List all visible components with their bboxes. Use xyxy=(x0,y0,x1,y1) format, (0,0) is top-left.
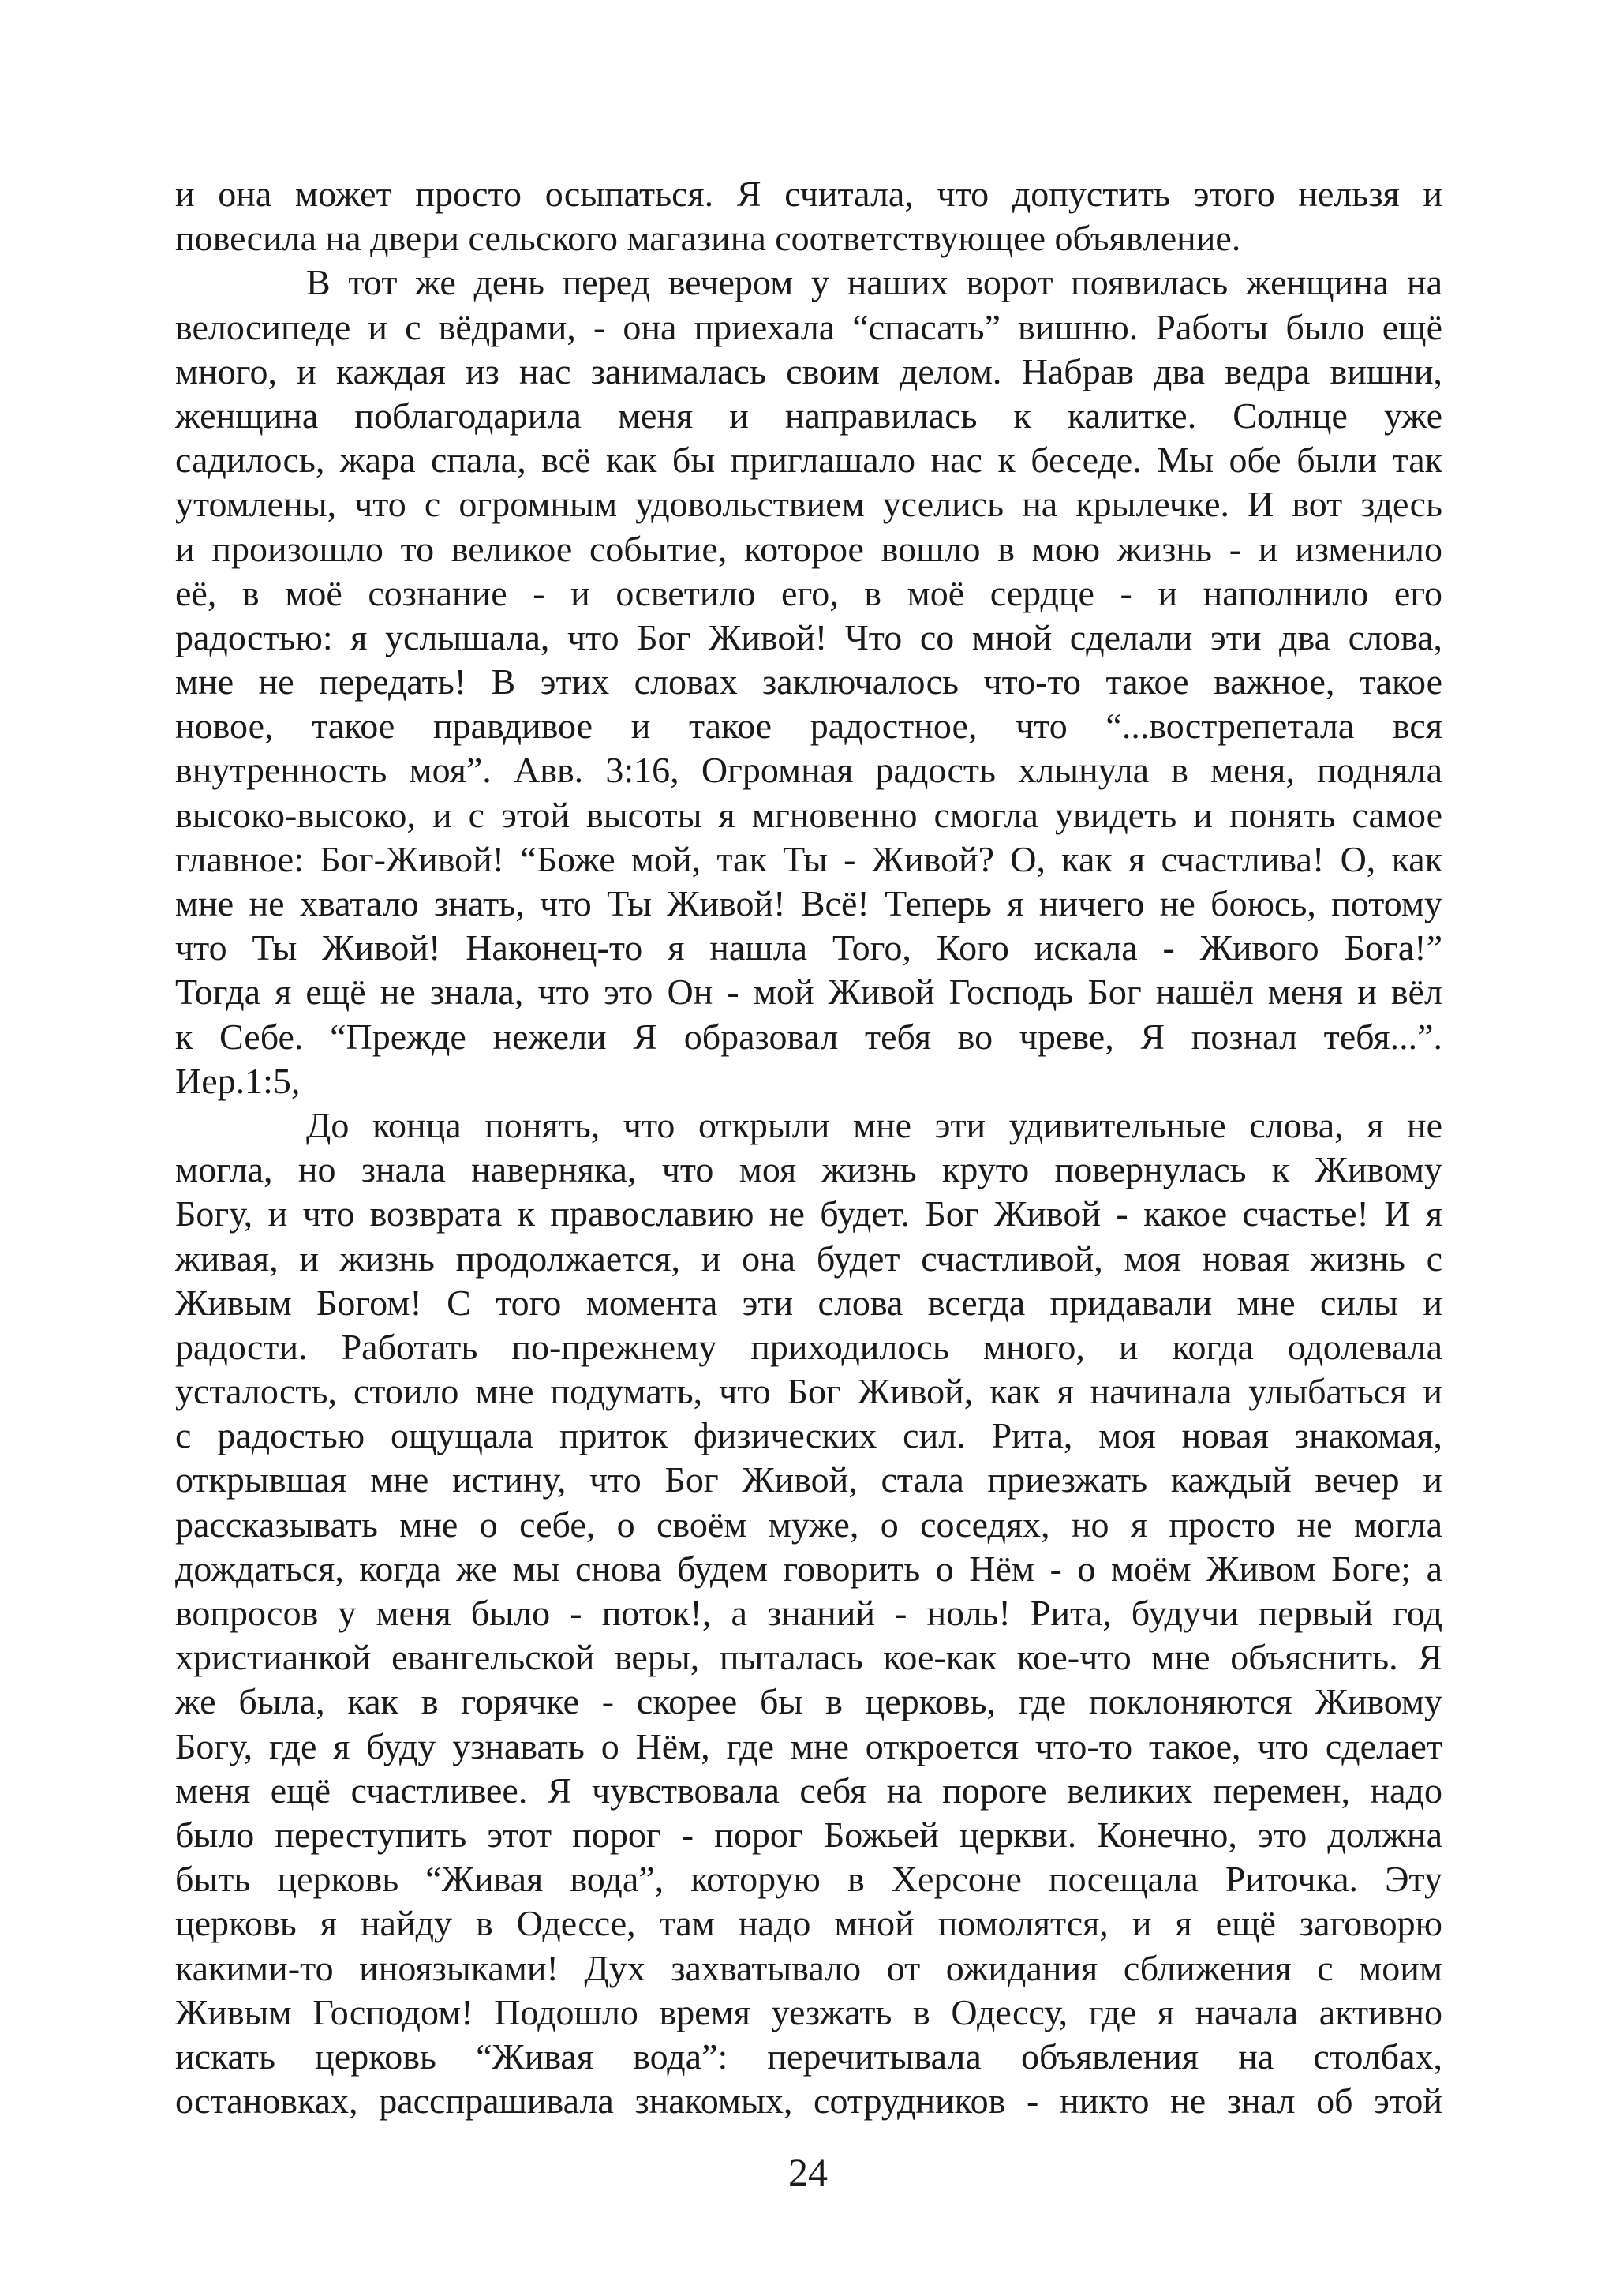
text-line: открывшая мне истину, что Бог Живой, стала приезжать каждый вечер и xyxy=(175,1459,1442,1500)
text-line: повесила на двери сельского магазина соответствующее объявление. xyxy=(175,218,1241,259)
text-line: же была, как в горячке - скорее бы в церковь, где поклоняются Живому xyxy=(175,1681,1442,1722)
text-line: В тот же день перед вечером у наших ворот появилась женщина на xyxy=(306,262,1442,303)
text-line: могла, но знала наверняка, что моя жизнь круто повернулась к Живому xyxy=(175,1149,1442,1190)
text-line: Богу, и что возврата к православию не будет. Бог Живой - какое счастье! И я xyxy=(175,1193,1442,1234)
text-line: её, в моё сознание - и осветило его, в моё сердце - и наполнило его xyxy=(175,572,1442,613)
text-line: какими-то иноязыками! Дух захватывало от ожидания сближения с моим xyxy=(175,1947,1442,1988)
body-text xyxy=(175,172,1442,2123)
text-line: живая, и жизнь продолжается, и она будет счастливой, моя новая жизнь с xyxy=(175,1238,1442,1279)
text-line: церковь я найду в Одессе, там надо мной помолятся, и я ещё заговорю xyxy=(175,1903,1442,1944)
text-line: рассказывать мне о себе, о своём муже, о соседях, но я просто не могла xyxy=(175,1504,1442,1545)
text-line: много, и каждая из нас занималась своим делом. Набрав два ведра вишни, xyxy=(175,350,1442,391)
text-line: вопросов у меня было - поток!, а знаний - ноль! Рита, будучи первый год xyxy=(175,1593,1442,1633)
text-line: и она может просто осыпаться. Я считала, что допустить этого нельзя и xyxy=(175,174,1442,214)
text-line: радостью: я услышала, что Бог Живой! Что со мной сделали эти два слова, xyxy=(175,616,1442,657)
paragraph xyxy=(175,172,1442,260)
text-line: высоко-высоко, и с этой высоты я мгновенно смогла увидеть и понять самое xyxy=(175,794,1442,835)
text-line: Живым Господом! Подошло время уезжать в Одессу, где я начала активно xyxy=(175,1991,1442,2032)
text-line: остановках, расспрашивала знакомых, сотрудников - никто не знал об этой xyxy=(175,2081,1442,2122)
text-line: быть церковь “Живая вода”, которую в Херсоне посещала Риточка. Эту xyxy=(175,1859,1442,1900)
text-line: Живым Богом! С того момента эти слова всегда придавали мне силы и xyxy=(175,1282,1442,1323)
text-line: было переступить этот порог - порог Божьей церкви. Конечно, это должна xyxy=(175,1814,1442,1855)
text-line: садилось, жара спала, всё как бы приглашало нас к беседе. Мы обе были так xyxy=(175,440,1442,481)
paragraph xyxy=(175,1103,1442,2123)
text-line: радости. Работать по-прежнему приходилось много, и когда одолевала xyxy=(175,1326,1442,1367)
text-line: к Себе. “Прежде нежели Я образовал тебя во чреве, Я познал тебя...”. xyxy=(175,1016,1442,1057)
text-line: дождаться, когда же мы снова будем говорить о Нём - о моём Живом Боге; а xyxy=(175,1548,1442,1589)
text-line: усталость, стоило мне подумать, что Бог Живой, как я начинала улыбаться и xyxy=(175,1371,1442,1412)
paragraph xyxy=(175,260,1442,1103)
text-line: Богу, где я буду узнавать о Нём, где мне откроется что-то такое, что сделает xyxy=(175,1725,1442,1766)
text-line: искать церковь “Живая вода”: перечитывала объявления на столбах, xyxy=(175,2036,1442,2077)
text-line: главное: Бог-Живой! “Боже мой, так Ты - Живой? О, как я счастлива! О, как xyxy=(175,838,1442,879)
text-line: мне не хватало знать, что Ты Живой! Всё! Теперь я ничего не боюсь, потому xyxy=(175,883,1442,923)
text-line: мне не передать! В этих словах заключалось что-то такое важное, такое xyxy=(175,661,1442,702)
text-line: До конца понять, что открыли мне эти удивительные слова, я не xyxy=(306,1104,1442,1145)
text-line: что Ты Живой! Наконец-то я нашла Того, Кого искала - Живого Бога!” xyxy=(175,927,1442,968)
text-line: Иер.1:5, xyxy=(175,1060,301,1101)
text-line: утомлены, что с огромным удовольствием уселись на крылечке. И вот здесь xyxy=(175,484,1442,525)
text-line: меня ещё счастливее. Я чувствовала себя на пороге великих перемен, надо xyxy=(175,1770,1442,1811)
page-number: 24 xyxy=(788,2150,828,2194)
text-line: Тогда я ещё не знала, что это Он - мой Живой Господь Бог нашёл меня и вёл xyxy=(175,972,1442,1013)
text-line: христианкой евангельской веры, пыталась кое-как кое-что мне объяснить. Я xyxy=(175,1637,1442,1678)
text-line: внутренность моя”. Авв. 3:16, Огромная радость хлынула в меня, подняла xyxy=(175,750,1442,791)
text-line: велосипеде и с вёдрами, - она приехала “спасать” вишню. Работы было ещё xyxy=(175,306,1442,347)
text-line: женщина поблагодарила меня и направилась к калитке. Солнце уже xyxy=(175,395,1442,436)
text-line: и произошло то великое событие, которое вошло в мою жизнь - и изменило xyxy=(175,528,1442,569)
text-line: с радостью ощущала приток физических сил. Рита, моя новая знакомая, xyxy=(175,1415,1442,1456)
text-line: новое, такое правдивое и такое радостное, что “...вострепетала вся xyxy=(175,706,1442,747)
